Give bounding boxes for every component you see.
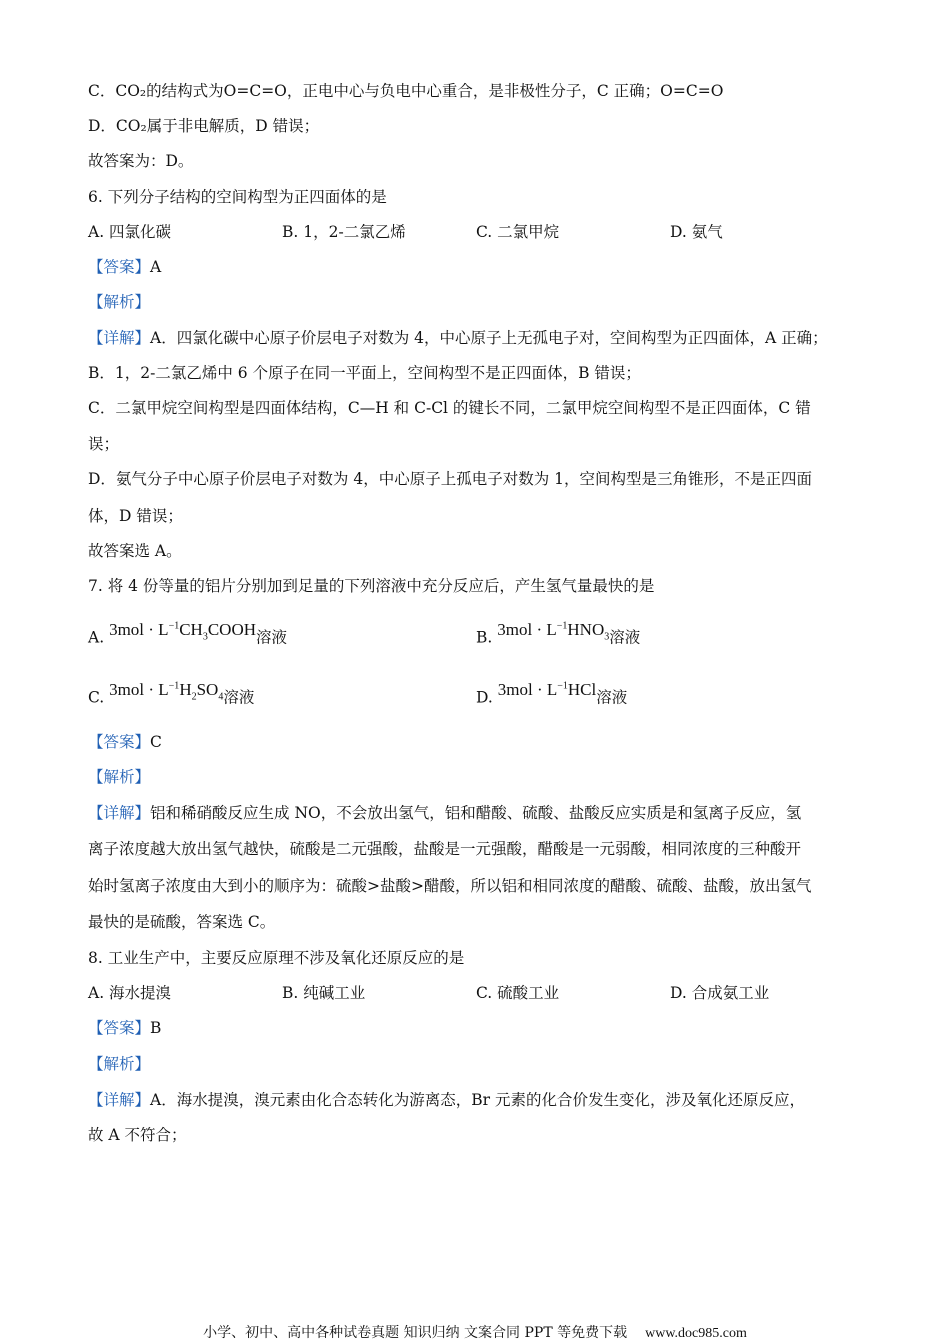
detail-tag: 【详解】 — [88, 804, 151, 822]
option-label: A. — [88, 628, 105, 647]
q8-detail-2: 故 A 不符合； — [88, 1126, 187, 1144]
text-line: D．CO₂属于非电解质，D 错误； — [88, 117, 320, 135]
detail-tag: 【详解】 — [88, 329, 151, 347]
answer-tag: 【答案】 — [88, 733, 151, 751]
q7-detail-1 — [88, 803, 801, 823]
option-suffix: 溶液 — [223, 688, 255, 707]
answer-value: C — [150, 733, 162, 751]
q6-detail-3: C．二氯甲烷空间构型是四面体结构，C—H 和 C-Cl 的键长不同，二氯甲烷空间构型不是正四面体，C 错 — [88, 399, 811, 417]
option-suffix: 溶液 — [256, 628, 288, 647]
option-suffix: 溶液 — [609, 628, 641, 647]
q7-option-c — [88, 679, 255, 715]
option-label: C. — [88, 688, 105, 707]
footer-url[interactable]: www.doc985.com — [645, 1326, 747, 1341]
answer-value: A — [150, 258, 162, 276]
option-label: D. — [476, 688, 493, 707]
question-8-stem: 8. 工业生产中，主要反应原理不涉及氧化还原反应的是 — [88, 949, 465, 967]
q6-detail-5: D．氨气分子中心原子价层电子对数为 4，中心原子上孤电子对数为 1，空间构型是三角锥形，不是正四面 — [88, 470, 813, 488]
q6-detail-2: B．1，2-二氯乙烯中 6 个原子在同一平面上，空间构型不是正四面体，B 错误； — [88, 364, 641, 382]
question-6-stem: 6. 下列分子结构的空间构型为正四面体的是 — [88, 188, 387, 206]
q7-option-d — [476, 679, 628, 708]
answer-tag: 【答案】 — [88, 258, 151, 276]
q6-option-a: A. 四氯化碳 — [88, 223, 172, 241]
q7-detail-3: 始时氢离子浓度由大到小的顺序为：硫酸>盐酸>醋酸，所以铝和相同浓度的醋酸、硫酸、盐酸，放出氢气 — [88, 877, 812, 895]
q8-option-d: D. 合成氨工业 — [670, 984, 770, 1002]
q6-detail-1 — [88, 328, 828, 348]
answer-value: B — [150, 1019, 162, 1037]
analysis-tag: 【解析】 — [88, 768, 151, 786]
q8-option-c: C. 硫酸工业 — [476, 984, 560, 1002]
page-footer — [0, 1324, 950, 1343]
formula: $3mol \cdot L^{-1}CH_3COOH$ — [109, 619, 256, 643]
detail-text: A．四氯化碳中心原子价层电子对数为 4，中心原子上无孤电子对，空间构型为正四面体，A 正确； — [150, 329, 828, 347]
q8-detail-1 — [88, 1090, 805, 1110]
text-line: 故答案为：D。 — [88, 152, 194, 170]
q7-option-b — [476, 619, 641, 655]
q8-option-a: A. 海水提溴 — [88, 984, 172, 1002]
q6-detail-6: 体，D 错误； — [88, 507, 183, 525]
answer-tag: 【答案】 — [88, 1019, 151, 1037]
q6-option-b: B. 1，2-二氯乙烯 — [282, 223, 406, 241]
q6-detail-4: 误； — [88, 435, 120, 453]
q6-option-d: D. 氨气 — [670, 223, 723, 241]
footer-text: 小学、初中、高中各种试卷真题 知识归纳 文案合同 PPT 等免费下载 — [203, 1325, 628, 1341]
detail-text: 铝和稀硝酸反应生成 NO，不会放出氢气，铝和醋酸、硫酸、盐酸反应实质是和氢离子反应，氢 — [150, 804, 802, 822]
detail-text: A．海水提溴，溴元素由化合态转化为游离态，Br 元素的化合价发生变化，涉及氧化还原反应， — [150, 1091, 805, 1109]
option-label: B. — [476, 628, 493, 647]
formula: $3mol \cdot L^{-1}HNO_3$ — [497, 619, 610, 643]
q7-detail-4: 最快的是硫酸，答案选 C。 — [88, 913, 276, 931]
formula: $3mol \cdot L^{-1}H_2SO_4$ — [109, 679, 224, 703]
question-7-stem: 7. 将 4 份等量的铝片分别加到足量的下列溶液中充分反应后，产生氢气量最快的是 — [88, 577, 655, 595]
q7-answer — [88, 732, 162, 752]
q8-option-b: B. 纯碱工业 — [282, 984, 366, 1002]
q7-option-a — [88, 619, 288, 655]
q8-answer — [88, 1018, 161, 1038]
q6-option-c: C. 二氯甲烷 — [476, 223, 560, 241]
analysis-tag: 【解析】 — [88, 293, 151, 311]
q7-detail-2: 离子浓度越大放出氢气越快，硫酸是二元强酸，盐酸是一元强酸，醋酸是一元弱酸，相同浓度的三种酸开 — [88, 840, 802, 858]
q6-answer — [88, 257, 161, 277]
option-suffix: 溶液 — [596, 688, 628, 707]
formula: $3mol \cdot L^{-1}HCl$ — [497, 679, 597, 699]
detail-tag: 【详解】 — [88, 1091, 151, 1109]
q6-detail-7: 故答案选 A。 — [88, 542, 182, 560]
analysis-tag: 【解析】 — [88, 1055, 151, 1073]
text-line: C．CO₂的结构式为O=C=O，正电中心与负电中心重合，是非极性分子，C 正确；O=C=O — [88, 82, 724, 100]
